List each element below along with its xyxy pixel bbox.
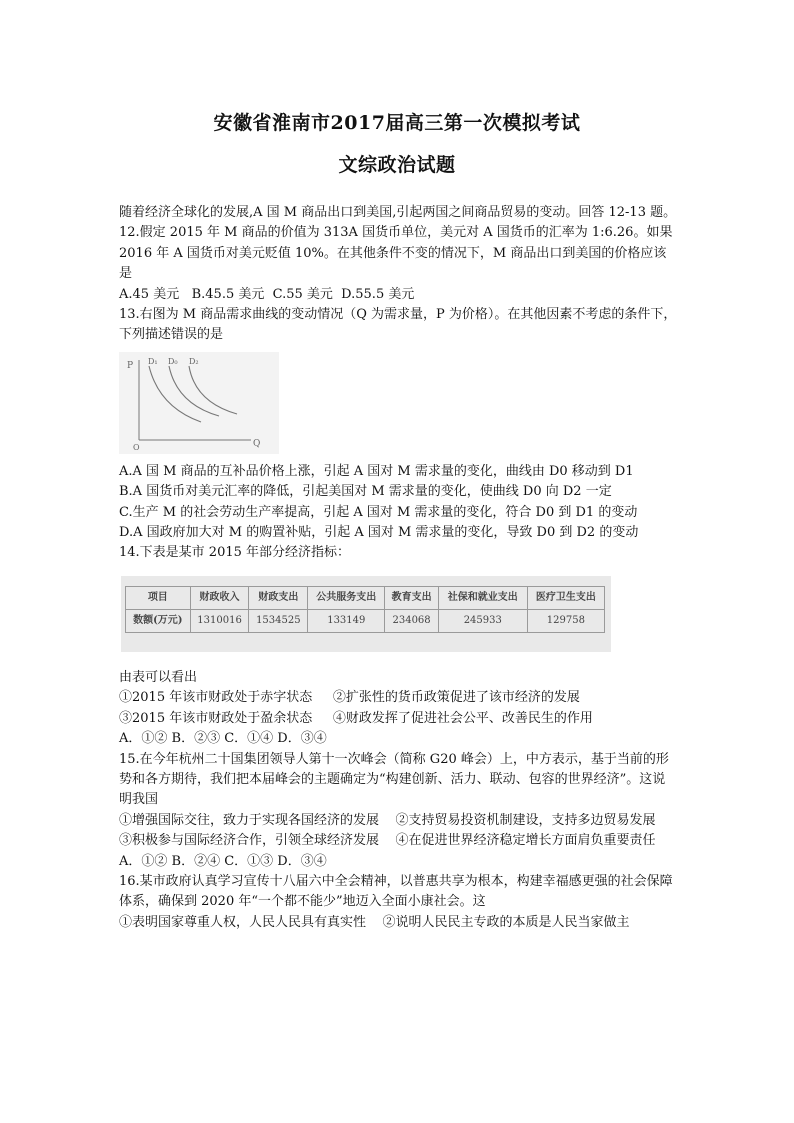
demand-curve-svg <box>119 352 279 454</box>
curve-d2-label: D₂ <box>189 356 199 366</box>
economic-indicator-table <box>125 586 605 633</box>
q14-item-3: ③2015 年该市财政处于盈余状态 <box>119 710 313 726</box>
q14-item-2: ②扩张性的货币政策促进了该市经济的发展 <box>332 690 580 706</box>
curve-d0-label: D₀ <box>168 356 178 366</box>
page-subtitle: 文综政治试题 <box>338 154 456 176</box>
q14-lead: 由表可以看出 <box>119 669 198 685</box>
q13-stem: 13.右图为 M 商品需求曲线的变动情况（Q 为需求量，P 为价格）。在其他因素不考虑的条件下，下列描述错误的是 <box>119 307 677 343</box>
curve-d1 <box>149 366 201 422</box>
q14-items-34 <box>119 709 677 729</box>
table-cell: 133149 <box>308 609 385 632</box>
q12-options: A.45 美元 B.45.5 美元 C.55 美元 D.55.5 美元 <box>119 286 415 302</box>
question-body <box>119 203 677 933</box>
q15-items-34: ③积极参与国际经济合作，引领全球经济发展 ④在促进世界经济稳定增长方面肩负重要责任 <box>119 833 656 849</box>
q14-item-4: ④财政发挥了促进社会公平、改善民生的作用 <box>332 710 593 726</box>
curve-d1-label: D₁ <box>148 356 158 366</box>
table-cell: 234068 <box>385 609 438 632</box>
q14-options: A．①② B．②③ C．①④ D．③④ <box>119 731 327 747</box>
q-axis-label: Q <box>253 438 261 449</box>
q14-items-12 <box>119 688 677 708</box>
table-header-cell: 财政收入 <box>190 586 249 609</box>
q12-stem: 12.假定 2015 年 M 商品的价值为 313A 国货币单位，美元对 A 国货币的汇率为 1:6.26。如果 2016 年 A 国货币对美元贬值 10%。在其他条件不变的情况下，M 商品出口到美国的价格应该是 <box>119 225 673 282</box>
table-header-row <box>126 586 605 609</box>
table-header-cell: 医疗卫生支出 <box>527 586 604 609</box>
origin-label: O <box>133 442 140 452</box>
table-cell: 245933 <box>438 609 527 632</box>
demand-curve-graph <box>119 352 279 454</box>
q14-item-1: ①2015 年该市财政处于赤字状态 <box>119 690 313 706</box>
table-header-cell: 社保和就业支出 <box>438 586 527 609</box>
curve-d2 <box>189 366 237 414</box>
economic-indicator-table-image <box>121 576 611 652</box>
p-axis-label: P <box>127 360 134 371</box>
q16-items-12: ①表明国家尊重人权，人民人民具有真实性 ②说明人民民主专政的本质是人民当家做主 <box>119 914 630 930</box>
page-title: 安徽省淮南市2017届高三第一次模拟考试 <box>213 112 581 134</box>
table-header-cell: 财政支出 <box>249 586 308 609</box>
intro-text: 随着经济全球化的发展,A 国 M 商品出口到美国,引起两国之间商品贸易的变动。回答 12-13 题。 <box>119 205 677 220</box>
table-header-cell: 项目 <box>126 586 191 609</box>
table-header-cell: 教育支出 <box>385 586 438 609</box>
q14-stem: 14.下表是某市 2015 年部分经济指标： <box>119 545 351 561</box>
q13-option-b: B.A 国货币对美元汇率的降低，引起美国对 M 需求量的变化，使曲线 D0 向 D2 一定 <box>119 484 612 500</box>
q15-items-12: ①增强国际交往，致力于实现各国经济的发展 ②支持贸易投资机制建设，支持多边贸易发展 <box>119 812 656 828</box>
table-row-label: 数额(万元) <box>126 609 191 632</box>
table-cell: 1310016 <box>190 609 249 632</box>
q13-option-a: A.A 国 M 商品的互补品价格上涨，引起 A 国对 M 需求量的变化，曲线由 D0 移动到 D1 <box>119 463 634 479</box>
q13-option-c: C.生产 M 的社会劳动生产率提高，引起 A 国对 M 需求量的变化，符合 D0 到 D1 的变动 <box>119 504 638 520</box>
q15-stem: 15.在今年杭州二十国集团领导人第十一次峰会（简称 G20 峰会）上，中方表示，基于当前的形势和各方期待，我们把本届峰会的主题确定为“构建创新、活力、联动、包容的世界经济”。这说明我国 <box>119 751 669 808</box>
q16-stem: 16.某市政府认真学习宣传十八届六中全会精神，以普惠共享为根本，构建幸福感更强的社会保障体系，确保到 2020 年“一个都不能少”地迈入全面小康社会。这 <box>119 873 673 910</box>
table-row <box>126 609 605 632</box>
table-cell: 1534525 <box>249 609 308 632</box>
table-cell: 129758 <box>527 609 604 632</box>
table-header-cell: 公共服务支出 <box>308 586 385 609</box>
q15-options: A．①② B．②④ C．①③ D．③④ <box>119 853 327 869</box>
q13-option-d: D.A 国政府加大对 M 的购置补贴，引起 A 国对 M 需求量的变化，导致 D0 到 D2 的变动 <box>119 525 639 541</box>
